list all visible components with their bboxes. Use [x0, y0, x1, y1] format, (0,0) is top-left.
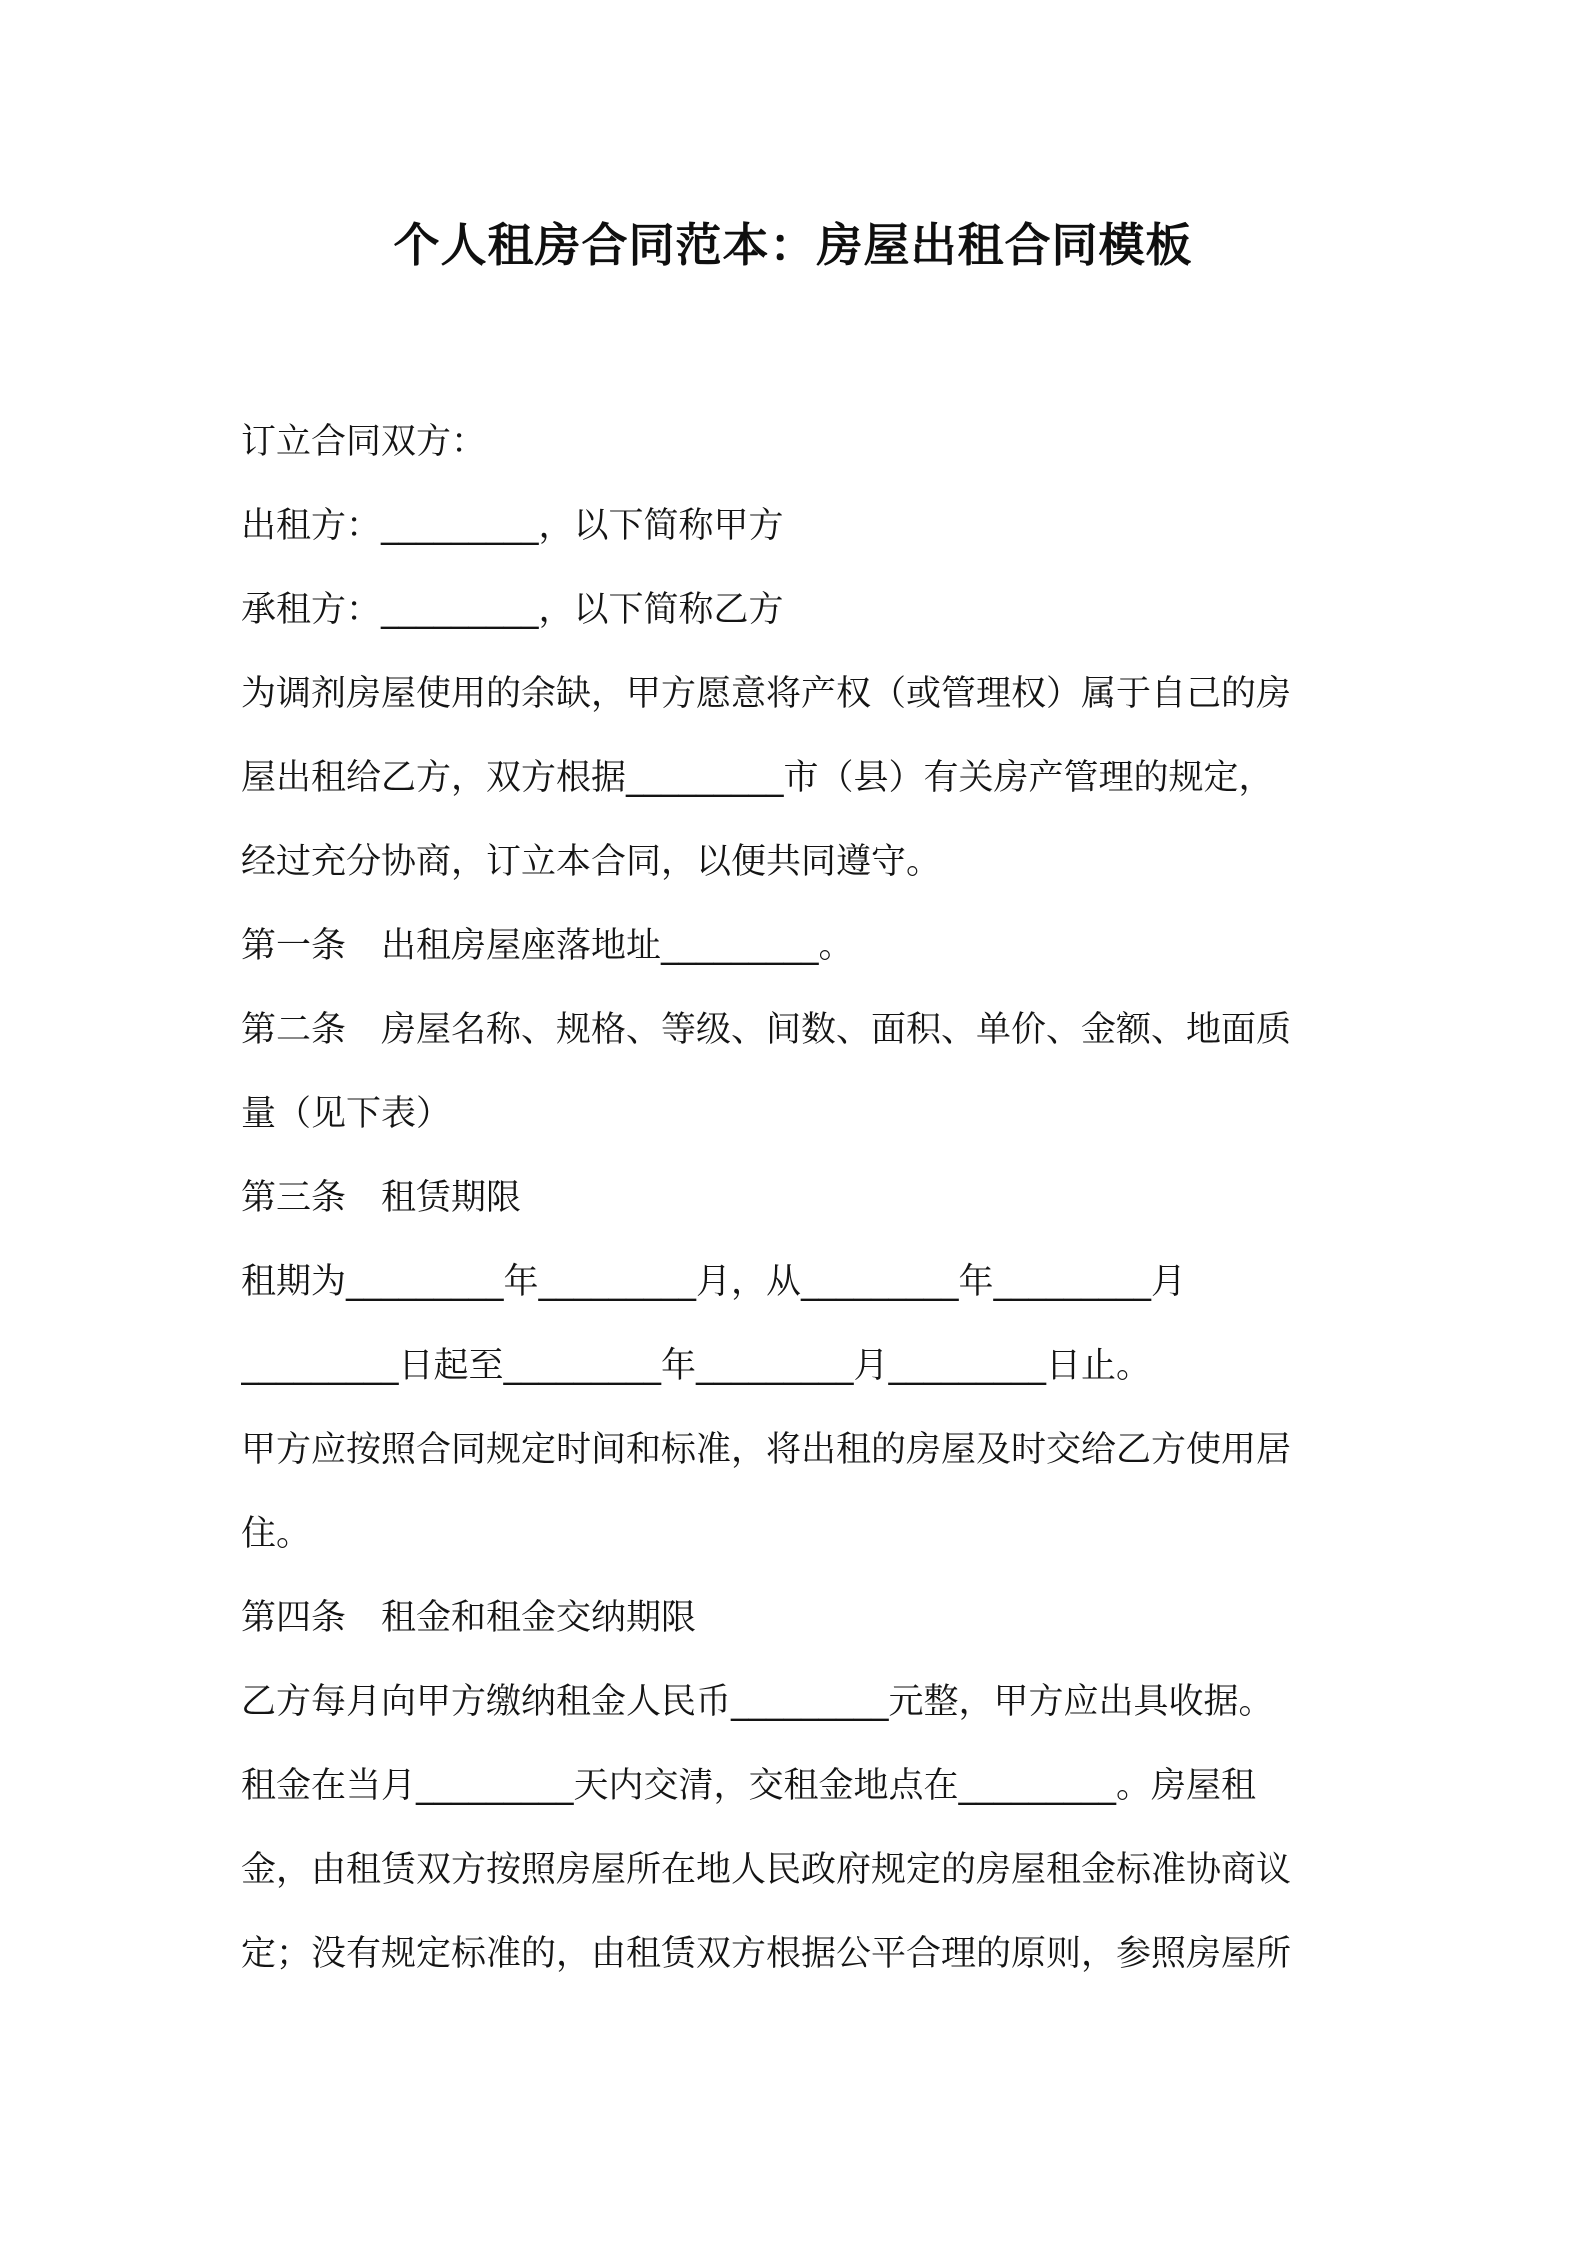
paragraph-line: 定；没有规定标准的，由租赁双方根据公平合理的原则，参照房屋所 — [241, 1934, 1292, 1974]
paragraph-line: 订立合同双方： — [241, 422, 487, 462]
paragraph-line: 乙方每月向甲方缴纳租金人民币_________元整，甲方应出具收据。 — [241, 1682, 1274, 1722]
document-title: 个人租房合同范本：房屋出租合同模板 — [393, 218, 1193, 272]
article-line: 第一条 出租房屋座落地址_________。 — [241, 926, 854, 966]
article-line: 第二条 房屋名称、规格、等级、间数、面积、单价、金额、地面质 — [241, 1010, 1292, 1050]
paragraph-line: 经过充分协商，订立本合同，以便共同遵守。 — [241, 842, 942, 882]
paragraph-line: 住。 — [241, 1514, 312, 1554]
paragraph-line: 金，由租赁双方按照房屋所在地人民政府规定的房屋租金标准协商议 — [241, 1850, 1292, 1890]
paragraph-line: _________日起至_________年_________月_________日止。 — [241, 1346, 1152, 1386]
contract-body — [241, 400, 1356, 1996]
article-line: 第三条 租赁期限 — [241, 1178, 522, 1218]
paragraph-line: 承租方：_________，以下简称乙方 — [241, 590, 784, 630]
paragraph-line: 量（见下表） — [241, 1094, 452, 1134]
article-line: 第四条 租金和租金交纳期限 — [241, 1598, 697, 1638]
paragraph-line: 屋出租给乙方，双方根据_________市（县）有关房产管理的规定， — [241, 758, 1274, 798]
paragraph-line: 甲方应按照合同规定时间和标准，将出租的房屋及时交给乙方使用居 — [241, 1430, 1292, 1470]
paragraph-line: 租金在当月_________天内交清，交租金地点在_________。房屋租 — [241, 1766, 1257, 1806]
paragraph-line: 出租方：_________，以下简称甲方 — [241, 506, 784, 546]
paragraph-line: 为调剂房屋使用的余缺，甲方愿意将产权（或管理权）属于自己的房 — [241, 674, 1292, 714]
paragraph-line: 租期为_________年_________月，从_________年_________月 — [241, 1262, 1187, 1302]
